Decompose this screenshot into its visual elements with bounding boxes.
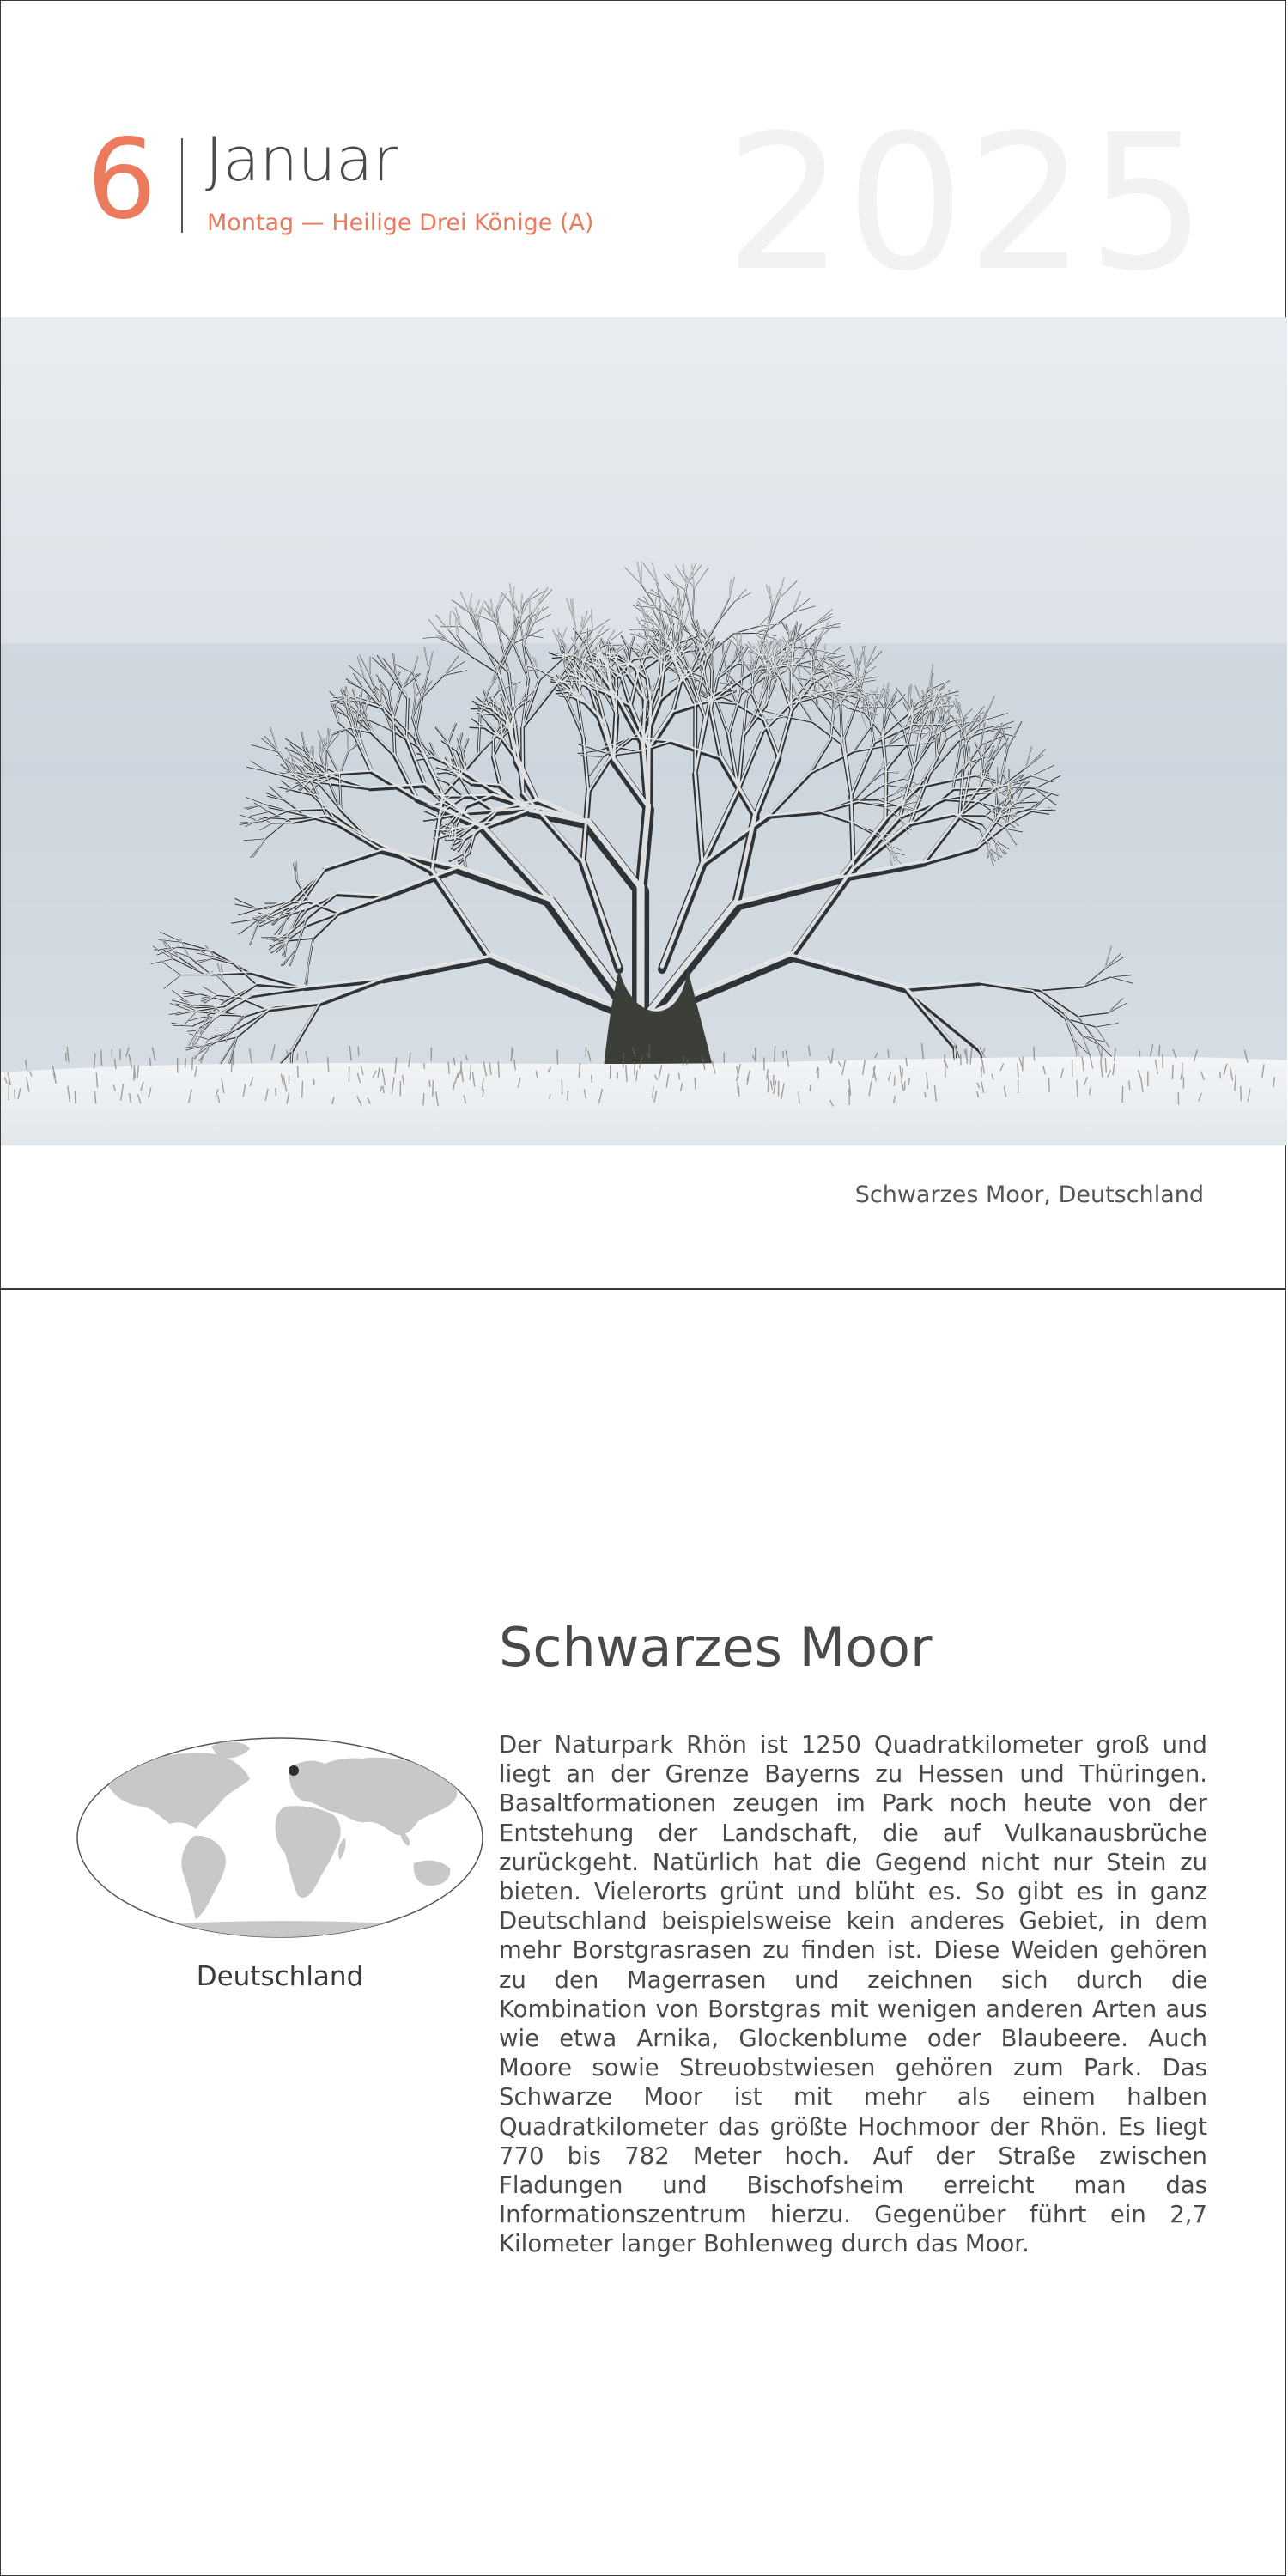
landscape-photo [1,317,1287,1145]
year-watermark: 2025 [725,95,1208,313]
day-number: 6 [87,116,157,244]
calendar-page-back [0,1288,1286,2576]
map-country-label: Deutschland [196,1961,364,1992]
month-name: Januar [205,125,398,195]
calendar-page-front [0,0,1286,1290]
world-map-icon [74,1735,486,1941]
article-body: Der Naturpark Rhön ist 1250 Quadratkilometer groß und liegt an der Grenze Bayerns zu Hessen und Thüringen. Basaltformationen zeugen im Park noch heute von der Entstehung der Landschaft, die auf Vulkanausbrüche zurückgeht. Natürlich hat die Gegend nicht nur Stein zu bieten. Vielerorts grünt und blüht es. So gibt es in ganz Deutschland beispielsweise kein anderes Gebiet, in dem mehr Borstgrasrasen zu finden ist. Diese Weiden gehören zu den Magerrasen und zeichnen sich durch die Kombination von Borstgras mit wenigen anderen Arten aus wie etwa Arnika, Glockenblume oder Blaubeere. Auch Moore sowie Streuobstwiesen gehören zum Park. Das Schwarze Moor ist mit mehr als einem halben Quadratkilometer das größte Hochmoor der Rhön. Es liegt 770 bis 782 Meter hoch. Auf der Straße zwischen Fladungen und Bischofsheim erreicht man das Informationszentrum hierzu. Gegenüber führt ein 2,7 Kilometer langer Bohlenweg durch das Moor. [499,1731,1207,2258]
weekday-holiday: Montag — Heilige Drei Könige (A) [207,210,594,236]
article-title: Schwarzes Moor [499,1616,933,1679]
snowy-tree-photo [1,317,1287,1145]
location-marker-icon [289,1765,299,1776]
date-divider [181,138,183,233]
photo-caption: Schwarzes Moor, Deutschland [854,1182,1204,1208]
